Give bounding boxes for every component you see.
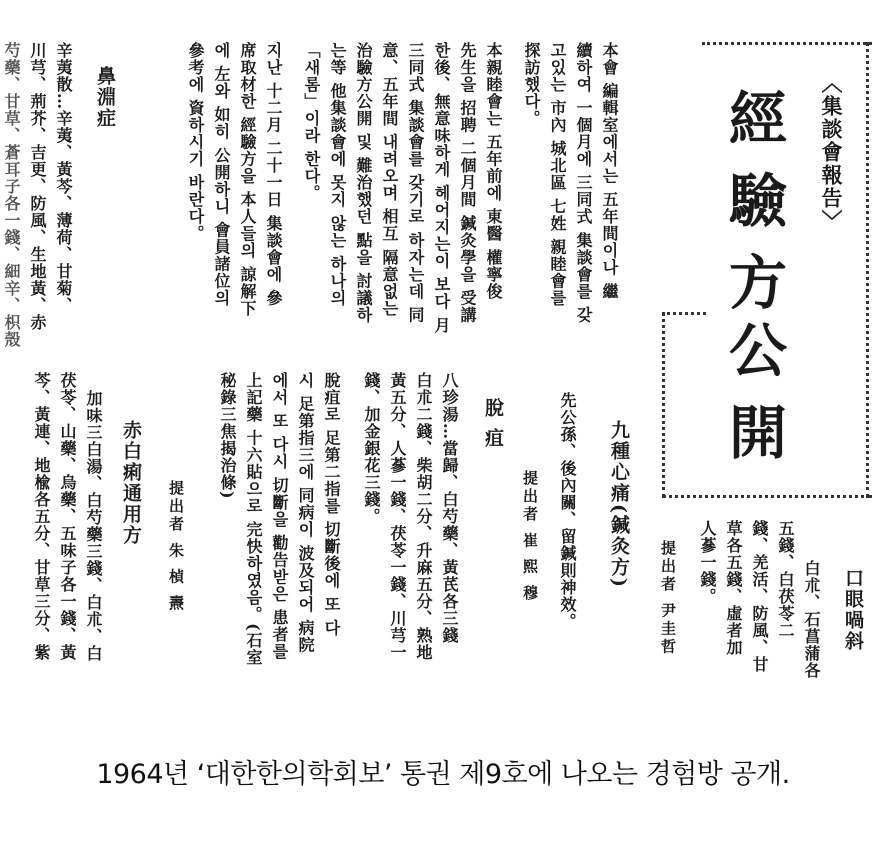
section-line: 五錢、白茯苓二 <box>776 520 795 639</box>
section-line: 茯苓、山藥、烏藥、五味子各一錢、黃 <box>58 372 77 661</box>
section-title: 鼻淵症 <box>94 66 116 129</box>
intro-line: 지난 十二月 二十一日 集談會에 參 <box>264 42 283 307</box>
intro-line: 고있는 市內 城北區 七姓 親睦會를 <box>548 42 567 307</box>
intro-line: 席取材한 經驗方을 本人들의 諒解下 <box>238 42 257 317</box>
section-line: 錢、羌活、防風、甘 <box>750 520 769 673</box>
intro-line: 한後、無意味하게 헤어지는이 보다 月 <box>432 42 451 334</box>
section-line: 에서 또 다시 切斷을 勸告받은 患者를 <box>270 372 289 660</box>
section-line: 시 足第指三에 同病이 波及되어 病院 <box>296 372 315 654</box>
border-mid <box>662 312 706 321</box>
section-title: 口眼喎斜 <box>842 568 864 652</box>
section-author: 提出者 尹圭哲 <box>659 540 677 657</box>
section-title: 九種心痛(鍼灸方) <box>608 420 630 589</box>
image-caption: 1964년 ‘대한한의학회보’ 통권 제9호에 나오는 경험방 공개. <box>96 759 790 790</box>
intro-line: 本親睦會는 五年前에 東醫 權寧俊 <box>484 42 503 300</box>
intro-line: 參考에 資하시기 바란다。 <box>186 42 205 243</box>
section-line: 上記藥 十六貼으로 完快하였음。(石室 <box>244 372 263 666</box>
border-right <box>866 42 875 498</box>
intro-line: 治驗方公開 및 難治했던 點을 討議하 <box>354 42 373 324</box>
border-bottom <box>662 495 872 504</box>
border-left <box>662 312 671 498</box>
section-line: 草各五錢、虛者加 <box>724 520 743 656</box>
section-line: 秘錄三焦揭治條) <box>218 372 237 500</box>
section-line: 白朮、石菖蒲各 <box>802 560 821 679</box>
section-line: 白朮二錢、柴胡二分、升麻五分、熟地 <box>414 372 433 661</box>
section-author: 提出者 崔 熙 穆 <box>521 470 539 603</box>
section-line: 八珍湯…當歸、白芍藥、黃芪各三錢 <box>440 372 459 644</box>
section-line: 脫疽로 足第二指를 切斷後에 또 다 <box>322 372 341 637</box>
intro-line: 意、五年間 내려오며 相互 隔意없는 <box>380 42 399 317</box>
section-line: 錢、加金銀花三錢。 <box>362 372 381 525</box>
section-line: 人蔘一錢。 <box>698 520 717 605</box>
intro-line: 는等 他集談會에 못지 않는 하나의 <box>328 42 347 307</box>
section-line: 川芎、荊芥、吉更、防風、生地黃、赤 <box>28 42 47 331</box>
section-line: 黃五分、人蔘一錢、茯苓一錢、川芎一 <box>388 372 407 661</box>
intro-line: 本會 編輯室에서는 五年間이나 繼 <box>600 42 619 300</box>
main-title-2: 公開 <box>719 320 787 484</box>
intro-line: 에 左와 如히 公開하니 會員諸位의 <box>212 42 231 307</box>
section-title: 赤白痢通用方 <box>120 420 142 546</box>
report-label: 〈集談會報告〉 <box>819 72 844 233</box>
section-line: 芩、黃連、地楡各五分、甘草三分、紫 <box>32 372 51 661</box>
intro-line: 「새롬」이라 한다。 <box>302 42 321 202</box>
section-line: 芍藥、甘草、蒼耳子各一錢、細辛、枳殼 <box>2 42 21 348</box>
intro-line: 續하여 一個月에 三同式 集談會를 갖 <box>574 42 593 324</box>
main-title-1: 經驗方 <box>719 88 787 334</box>
intro-line: 三同式 集談會를 갖기로 하자는데 同 <box>406 42 425 324</box>
section-line: 加味三白湯、白芍藥三錢、白朮、白 <box>84 390 103 662</box>
section-line: 辛荑散…辛荑、黃芩、薄荷、甘菊、 <box>54 42 73 314</box>
section-line: 先公孫、後內關、留鍼則神效。 <box>558 392 577 630</box>
border-top <box>702 42 872 51</box>
section-author: 提出者 朱 楨 燾 <box>167 480 185 613</box>
intro-line: 探訪했다。 <box>522 42 541 127</box>
intro-line: 先生을 招聘 二個月間 鍼灸學을 受講 <box>458 42 477 324</box>
section-title: 脫 疽 <box>482 398 504 449</box>
